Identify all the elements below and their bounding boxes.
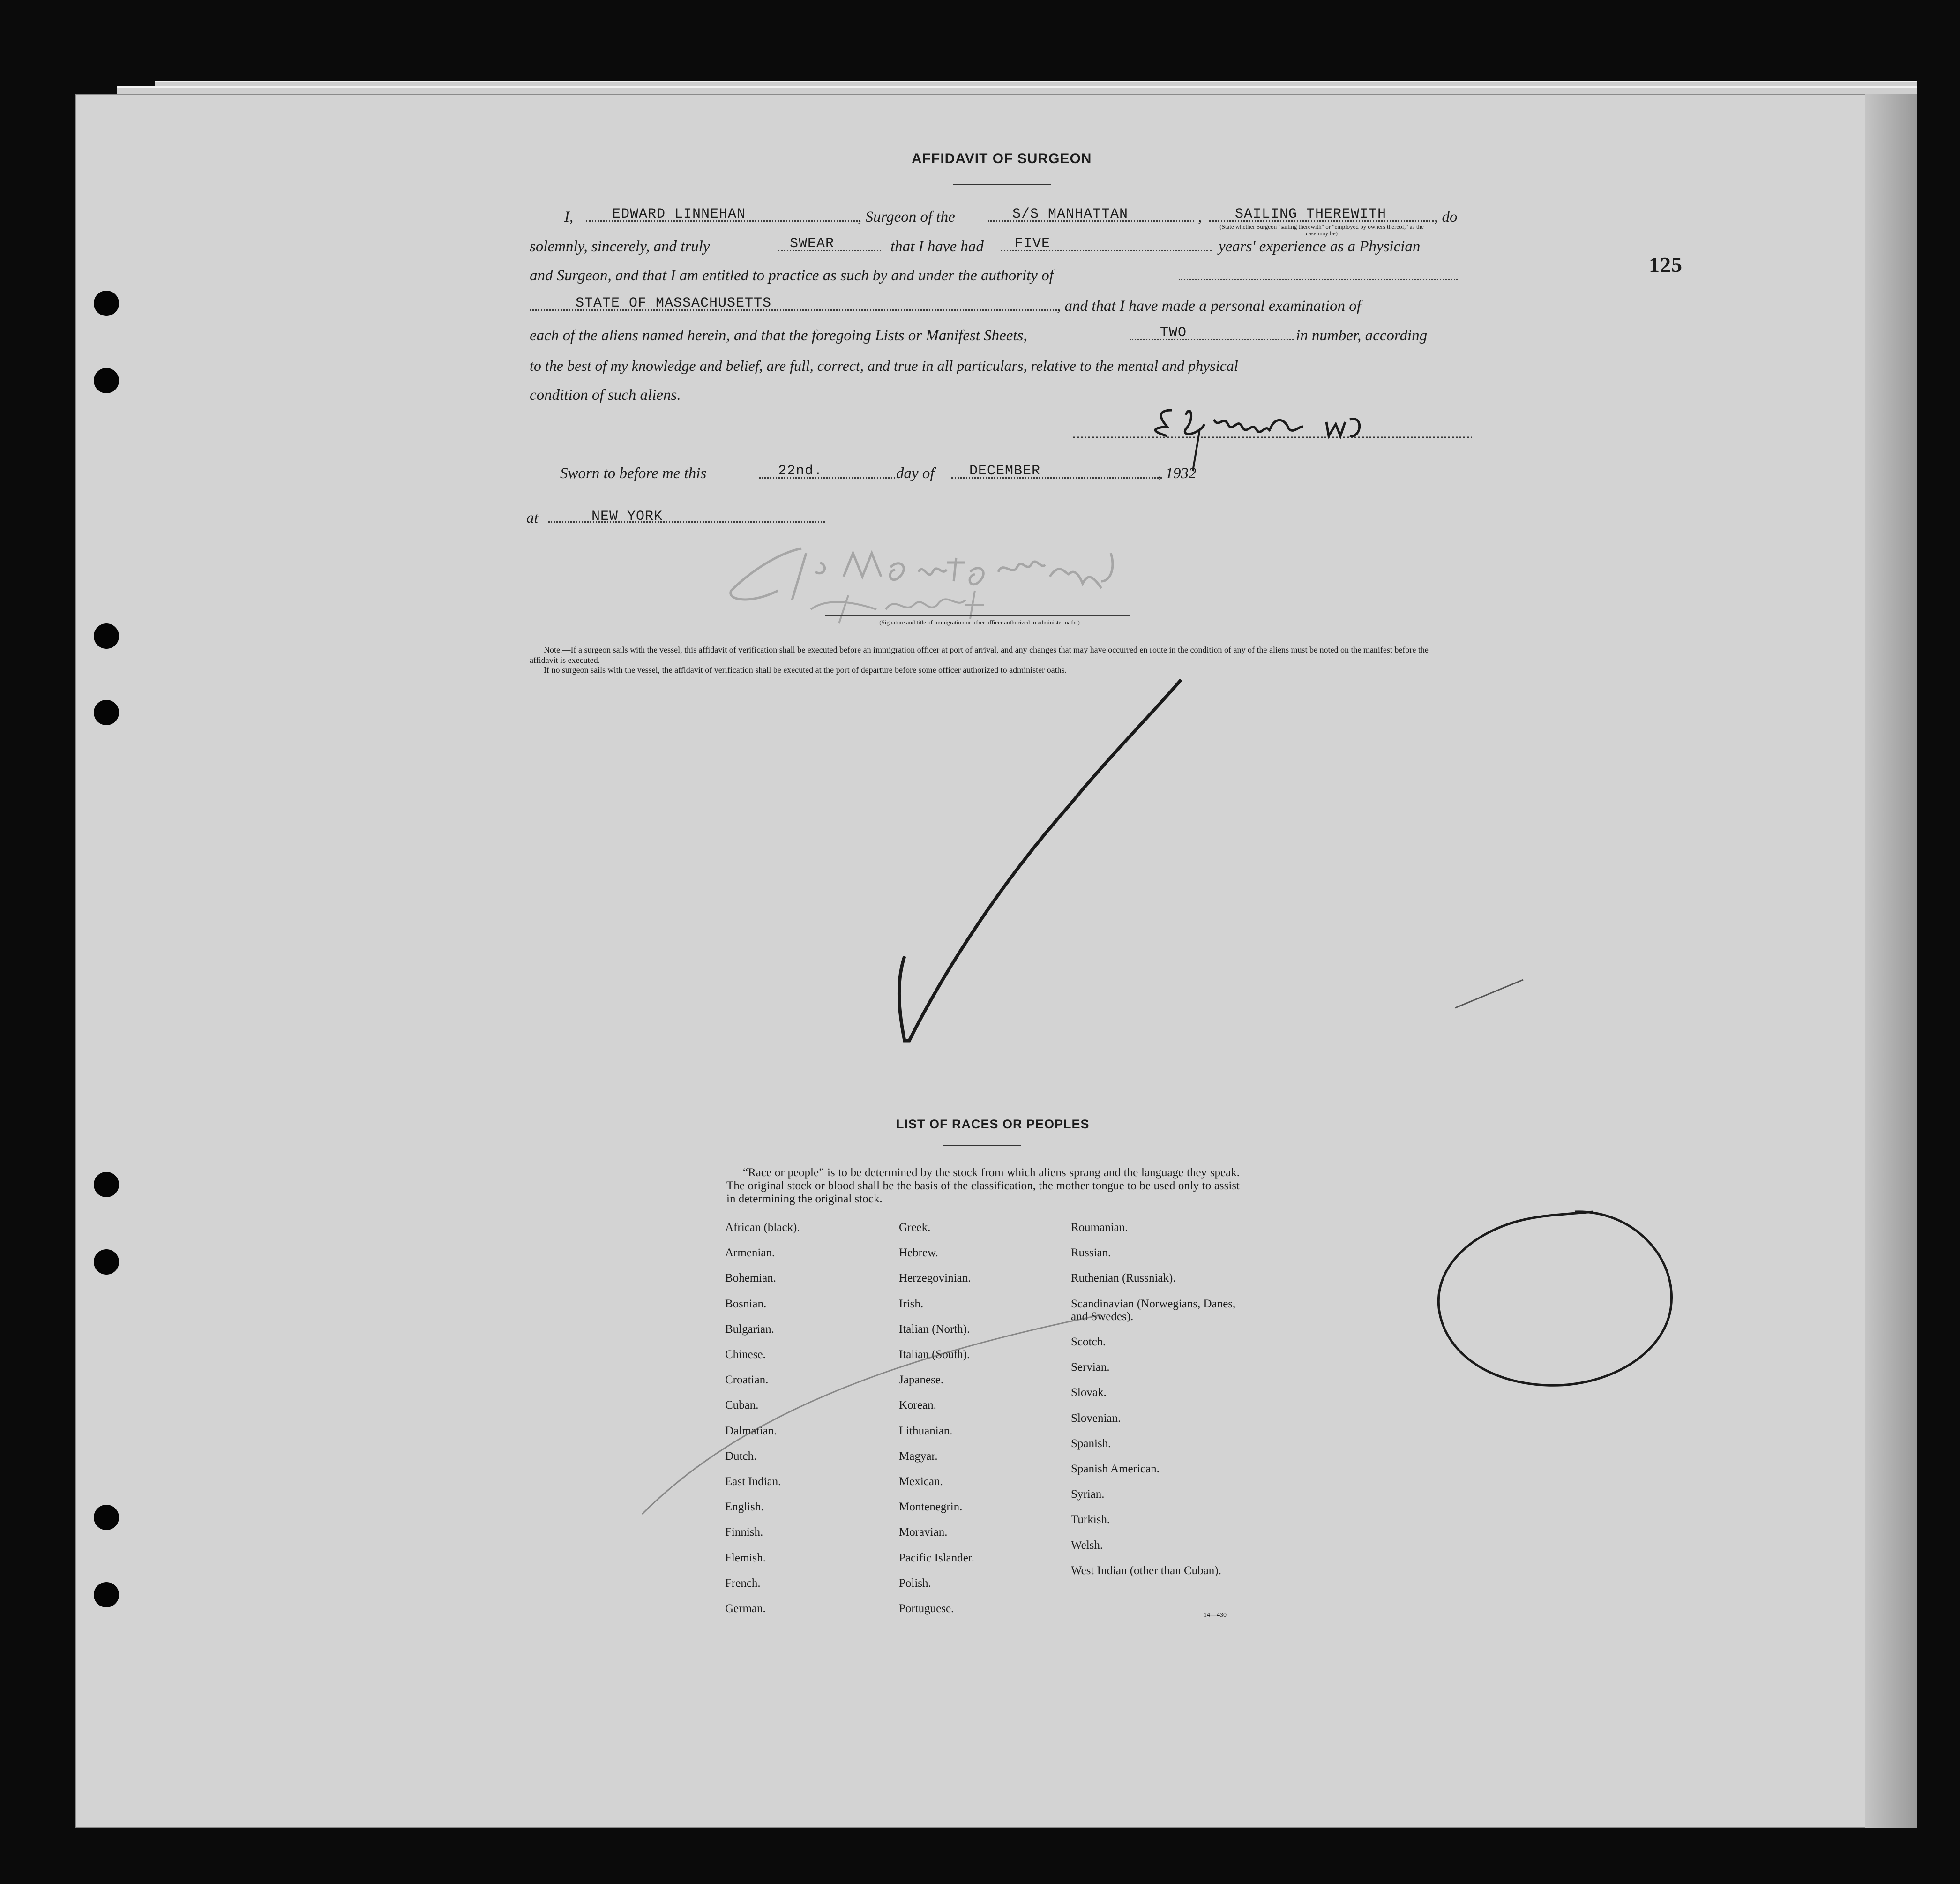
race-intro: “Race or people” is to be determined by the stock from which aliens sprang and the language they speak. The original stock or blood shall be the basis of the classification, the mother tongue to be used only to assist in determining the original stock. (726, 1166, 1240, 1205)
race-item: Irish. (899, 1297, 924, 1310)
race-item: Lithuanian. (899, 1424, 953, 1437)
race-title-underline (943, 1145, 1021, 1146)
race-item: English. (725, 1501, 764, 1514)
sheet-count: TWO (1160, 325, 1187, 341)
race-item: Mexican. (899, 1475, 943, 1488)
authority-line-tail (1179, 279, 1458, 280)
binder-hole (94, 368, 119, 393)
sworn-year: , 1932 (1158, 465, 1197, 482)
officer-signature-line (825, 615, 1130, 616)
surgeon-status: SAILING THEREWITH (1235, 206, 1387, 222)
sworn-month: DECEMBER (969, 463, 1041, 479)
race-item: East Indian. (725, 1475, 781, 1488)
comma: , (1198, 209, 1202, 225)
race-item: Spanish. (1071, 1437, 1111, 1450)
oath: SWEAR (790, 236, 835, 252)
in-number-text: in number, according (1296, 327, 1428, 344)
race-item: Hebrew. (899, 1246, 938, 1260)
years-value: FIVE (1015, 236, 1051, 252)
place-line (548, 521, 825, 523)
at-label: at (526, 510, 539, 526)
officer-caption: (Signature and title of immigration or other officer authorized to administer oaths) (879, 619, 1080, 626)
race-item: Servian. (1071, 1361, 1110, 1374)
condition-text: condition of such aliens. (530, 387, 681, 404)
page-number: 125 (1649, 253, 1683, 277)
race-item: Cuban. (725, 1399, 759, 1412)
surgeon-name: EDWARD LINNEHAN (612, 206, 746, 222)
race-item: Greek. (899, 1221, 931, 1234)
sheet-count-line (1130, 339, 1294, 340)
sworn-day: 22nd. (778, 463, 823, 479)
race-item: Bulgarian. (725, 1322, 774, 1336)
race-item: Moravian. (899, 1526, 948, 1539)
solemnly-text: solemnly, sincerely, and truly (530, 238, 710, 255)
race-item: Syrian. (1071, 1488, 1105, 1501)
affidavit-title: AFFIDAVIT OF SURGEON (912, 151, 1092, 166)
binder-hole (94, 623, 119, 649)
circle-mark (1434, 1200, 1678, 1397)
race-item: Armenian. (725, 1246, 775, 1260)
race-item: Scandinavian (Norwegians, Danes, and Swedes). (1071, 1297, 1236, 1323)
each-of-text: each of the aliens named herein, and that the foregoing Lists or Manifest Sheets, (530, 327, 1027, 344)
race-item: Turkish. (1071, 1513, 1110, 1526)
do-label: , do (1434, 209, 1458, 225)
race-item: German. (725, 1602, 766, 1615)
binder-hole (94, 1249, 119, 1275)
race-list-title: LIST OF RACES OR PEOPLES (896, 1117, 1090, 1131)
note-1: Note.—If a surgeon sails with the vessel, this affidavit of verification shall be executed before an immigration officer at port of arrival, and any changes that may have occurred en route in the condition of any of the aliens must be noted on the manifest before the affidavit is executed. (530, 645, 1429, 665)
race-item: Dutch. (725, 1449, 757, 1463)
affidavit-i: I, (564, 209, 574, 225)
pencil-mark (1453, 975, 1528, 1013)
check-mark (890, 666, 1190, 1050)
race-item: Polish. (899, 1576, 931, 1590)
race-item: Chinese. (725, 1348, 766, 1361)
race-item: Pacific Islander. (899, 1551, 975, 1564)
note-2: If no surgeon sails with the vessel, the affidavit of verification shall be executed at the port of departure before some officer authorized to administer oaths. (544, 665, 1067, 675)
entitled-text: and Surgeon, and that I am entitled to practice as such by and under the authority of (530, 267, 1054, 284)
personal-exam-text: , and that I have made a personal examination of (1057, 298, 1361, 315)
binder-hole (94, 1172, 119, 1197)
binder-hole (94, 1505, 119, 1530)
race-item: Spanish American. (1071, 1462, 1160, 1475)
race-item: Finnish. (725, 1526, 763, 1539)
race-item: Slovenian. (1071, 1411, 1121, 1425)
race-item: Bohemian. (725, 1272, 777, 1285)
sworn-text: Sworn to before me this (560, 465, 707, 482)
race-item: Ruthenian (Russniak). (1071, 1272, 1176, 1285)
race-item: French. (725, 1576, 761, 1590)
race-item: Roumanian. (1071, 1221, 1128, 1234)
race-item: African (black). (725, 1221, 800, 1234)
race-item: Russian. (1071, 1246, 1111, 1260)
binder-hole (94, 1582, 119, 1607)
race-item: Herzegovinian. (899, 1272, 971, 1285)
binder-hole (94, 291, 119, 316)
race-item: Italian (South). (899, 1348, 970, 1361)
years-experience: years' experience as a Physician (1219, 238, 1421, 255)
pencil-mark (633, 1313, 1111, 1524)
race-item: Welsh. (1071, 1539, 1103, 1552)
surgeon-signature-graphic (1073, 401, 1481, 480)
surgeon-of-label: , Surgeon of the (858, 209, 955, 225)
form-number: 14—430 (1204, 1612, 1227, 1619)
race-item: Portuguese. (899, 1602, 954, 1615)
race-item: Bosnian. (725, 1297, 767, 1310)
vessel-name: S/S MANHATTAN (1012, 206, 1129, 222)
authority-value: STATE OF MASSACHUSETTS (576, 295, 772, 311)
sworn-place: NEW YORK (591, 509, 663, 525)
binder-hole (94, 700, 119, 725)
that-i-have-had: that I have had (890, 238, 984, 255)
race-item: Magyar. (899, 1449, 938, 1463)
race-item: Flemish. (725, 1551, 766, 1564)
best-of-text: to the best of my knowledge and belief, are full, correct, and true in all particulars, relative to the mental and physical (530, 357, 1238, 374)
race-item: Scotch. (1071, 1335, 1106, 1348)
race-item: Italian (North). (899, 1322, 970, 1336)
race-item: Slovak. (1071, 1386, 1107, 1399)
race-item: West Indian (other than Cuban). (1071, 1564, 1221, 1577)
race-item: Japanese. (899, 1374, 944, 1387)
title-underline (953, 184, 1051, 185)
race-item: Croatian. (725, 1374, 769, 1387)
officer-signature-graphic (722, 534, 1181, 628)
status-note: (State whether Surgeon "sailing therewith" or "employed by owners thereof," as the case may be) (1219, 223, 1424, 237)
sheet-edge (1865, 94, 1917, 1828)
race-item: Korean. (899, 1399, 936, 1412)
day-of-text: day of (896, 465, 935, 482)
race-item: Dalmatian. (725, 1424, 777, 1437)
race-item: Montenegrin. (899, 1501, 963, 1514)
